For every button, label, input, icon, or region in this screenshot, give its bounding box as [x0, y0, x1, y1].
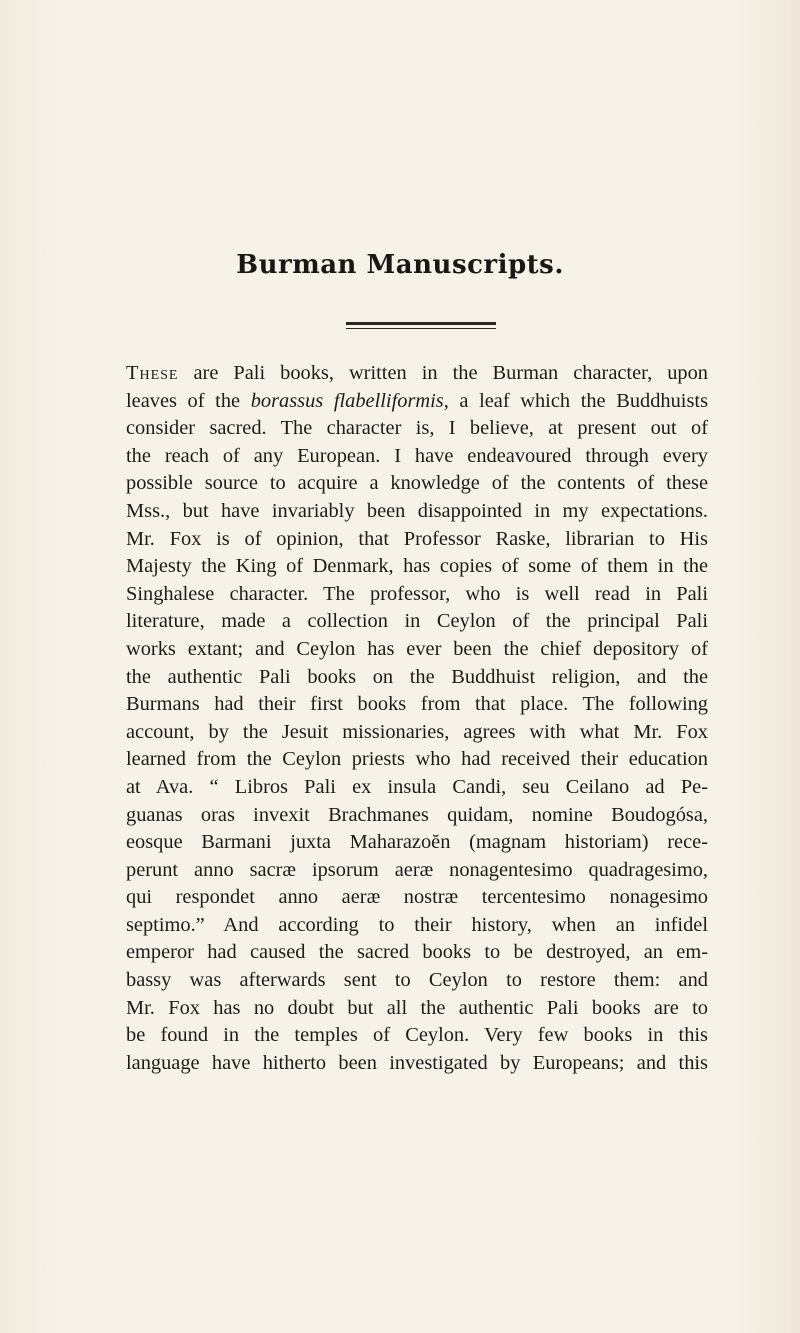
text-line: perunt anno sacræ ipsorum aeræ nonagentesimo quadragesimo,	[126, 858, 708, 881]
rule-thin	[346, 328, 496, 329]
latin-term: borassus flabelliformis	[250, 389, 444, 412]
text-line: Mr. Fox has no doubt but all the authentic Pali books are to	[126, 996, 708, 1019]
text-line: account, by the Jesuit missionaries, agrees with what Mr. Fox	[126, 720, 708, 743]
text-line: Singhalese character. The professor, who is well read in Pali	[126, 582, 708, 605]
text-line	[126, 360, 708, 388]
line-text: , a leaf which the Buddhuists	[443, 389, 708, 412]
text-line: possible source to acquire a knowledge of the contents of these	[126, 472, 708, 495]
section-heading: Burman Manuscripts.	[236, 250, 564, 280]
text-line: bassy was afterwards sent to Ceylon to restore them: and	[126, 969, 708, 992]
text-line: the authentic Pali books on the Buddhuist religion, and the	[126, 665, 708, 688]
text-line: learned from the Ceylon priests who had received their education	[126, 748, 708, 771]
rule-thick	[346, 322, 496, 325]
text-line: Mss., but have invariably been disappointed in my expectations.	[126, 499, 708, 522]
text-line: qui respondet anno aeræ nostræ tercentesimo nonagesimo	[126, 886, 708, 909]
text-line: at Ava. “ Libros Pali ex insula Candi, seu Ceilano ad Pe-	[126, 775, 708, 798]
line-text: are Pali books, written in the Burman character, upon	[178, 362, 708, 384]
text-line: emperor had caused the sacred books to be destroyed, an em-	[126, 941, 708, 964]
text-line: be found in the temples of Ceylon. Very few books in this	[126, 1024, 708, 1047]
text-line: literature, made a collection in Ceylon of the principal Pali	[126, 610, 708, 633]
text-line: Majesty the King of Denmark, has copies of some of them in the	[126, 555, 708, 578]
body-paragraph	[126, 360, 708, 1077]
line-text: leaves of the	[126, 389, 251, 412]
heading-rule	[346, 322, 496, 329]
text-line: Burmans had their first books from that place. The following	[126, 693, 708, 716]
text-line: the reach of any European. I have endeavoured through every	[126, 444, 708, 467]
text-line: language have hitherto been investigated by Europeans; and this	[126, 1051, 708, 1074]
lead-word: These	[126, 362, 179, 384]
text-line: septimo.” And according to their history, when an infidel	[126, 913, 708, 936]
text-line: Mr. Fox is of opinion, that Professor Raske, librarian to His	[126, 527, 708, 550]
text-line: works extant; and Ceylon has ever been the chief depository of	[126, 637, 708, 660]
text-line: guanas oras invexit Brachmanes quidam, nomine Boudogósa,	[126, 803, 708, 826]
text-line: consider sacred. The character is, I believe, at present out of	[126, 417, 708, 440]
text-line: eosque Barmani juxta Maharazoĕn (magnam historiam) rece-	[126, 831, 708, 854]
text-line	[126, 388, 708, 416]
